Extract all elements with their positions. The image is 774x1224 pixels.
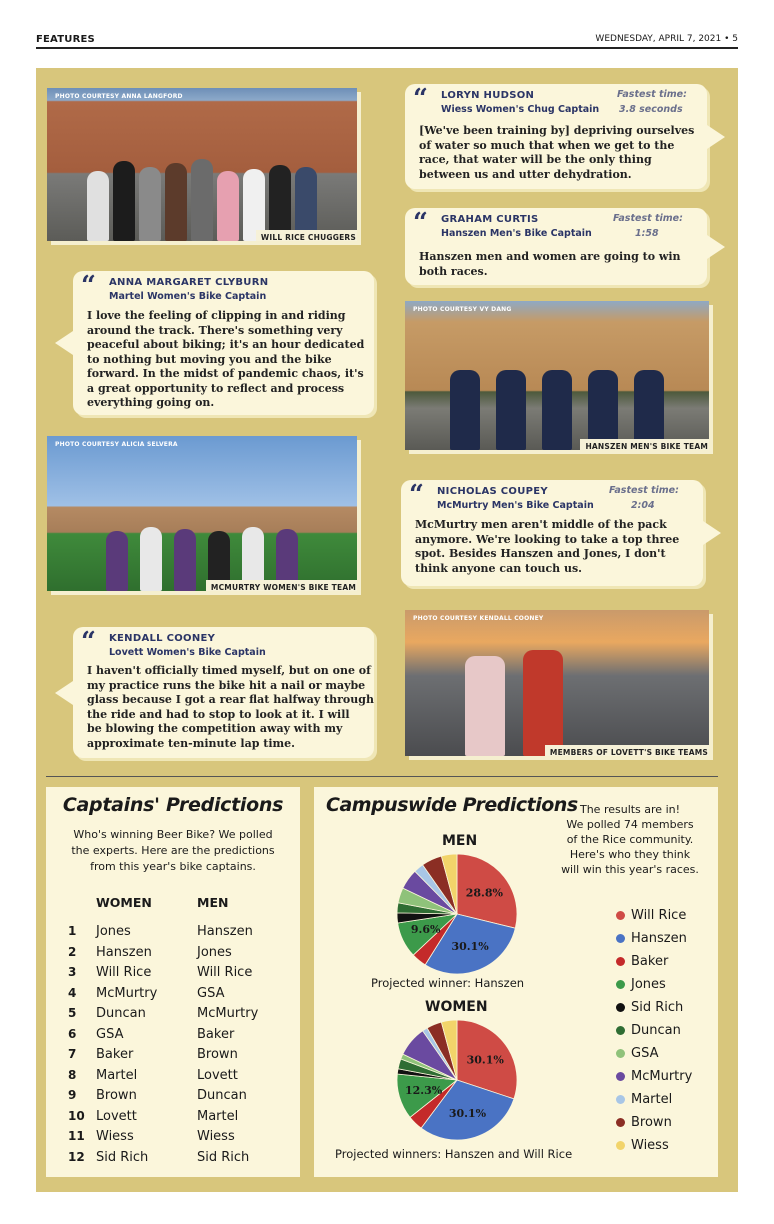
legend-swatch <box>616 1118 625 1127</box>
men-prediction: Wiess <box>197 1129 235 1144</box>
legend-swatch <box>616 980 625 989</box>
legend-label: Hanszen <box>631 931 687 946</box>
legend-swatch <box>616 957 625 966</box>
quote-role: Wiess Women's Chug Captain <box>441 104 600 115</box>
quote-text: [We've been training by] depriving ourselves of water so much that when we get to the race, that water will be the only thing between us and utter dehydration. <box>419 124 695 181</box>
photo-caption: HANSZEN MEN'S BIKE TEAM <box>580 439 709 450</box>
rank-number: 12 <box>68 1149 85 1164</box>
men-prediction: Lovett <box>197 1067 238 1083</box>
legend-label: Wiess <box>631 1138 669 1153</box>
campus-note: The results are in! We polled 74 members of the Rice community. Here's who they think will win this year's races. <box>561 803 699 876</box>
women-pie-label: WOMEN <box>425 999 488 1015</box>
legend-swatch <box>616 1141 625 1150</box>
legend-entry <box>616 996 716 1019</box>
women-prediction: Will Rice <box>96 965 152 980</box>
quote-text: McMurtry men aren't middle of the pack anymore. We're looking to take a top three spot. Besides Hanszen and Jones, I don't think anyone can touch us. <box>415 518 680 575</box>
legend-entry <box>616 1134 716 1157</box>
quote-name: KENDALL COONEY <box>109 633 216 644</box>
fastest-time-value: 2:04 <box>631 500 655 511</box>
legend-entry <box>616 904 716 927</box>
quote-bubble-nicholas-coupey <box>401 480 703 586</box>
legend-swatch <box>616 911 625 920</box>
fastest-time-value: 1:58 <box>635 228 659 239</box>
rank-number: 11 <box>68 1129 85 1143</box>
photo-credit: PHOTO COURTESY KENDALL COONEY <box>413 615 544 622</box>
men-prediction: Will Rice <box>197 965 253 980</box>
legend-label: Martel <box>631 1092 673 1107</box>
quote-role: McMurtry Men's Bike Captain <box>437 500 594 511</box>
pie-legend <box>616 904 716 1157</box>
women-prediction: McMurtry <box>96 985 158 1001</box>
quote-role: Martel Women's Bike Captain <box>109 291 267 302</box>
captains-intro: Who's winning Beer Bike? We polled the experts. Here are the predictions from this year's bike captains. <box>71 828 275 873</box>
women-column-header: WOMEN <box>96 895 152 910</box>
photo-figures <box>405 364 709 450</box>
photo-credit: PHOTO COURTESY VY DANG <box>413 306 512 313</box>
legend-entry <box>616 1042 716 1065</box>
women-prediction: GSA <box>96 1026 124 1042</box>
women-prediction: Lovett <box>96 1108 137 1124</box>
issue-date: WEDNESDAY, APRIL 7, 2021 • 5 <box>595 34 738 44</box>
men-prediction: Hanszen <box>197 924 253 939</box>
women-prediction: Wiess <box>96 1129 134 1144</box>
photo-credit: PHOTO COURTESY ANNA LANGFORD <box>55 93 183 100</box>
men-prediction: Martel <box>197 1108 239 1124</box>
legend-entry <box>616 950 716 973</box>
quote-name: ANNA MARGARET CLYBURN <box>109 277 269 288</box>
section-divider <box>46 776 718 777</box>
photo-figures <box>405 639 709 756</box>
rank-number: 1 <box>68 924 77 938</box>
photo-will-rice-chuggers <box>47 88 357 241</box>
header-rule <box>36 47 738 49</box>
pie-data-label: 28.8% <box>465 886 503 900</box>
rank-number: 6 <box>68 1026 77 1041</box>
quote-bubble-kendall-cooney <box>73 627 374 758</box>
campus-title: Campuswide Predictions <box>326 794 578 816</box>
legend-entry <box>616 1019 716 1042</box>
legend-label: Sid Rich <box>631 1000 684 1015</box>
captains-predictions-box <box>46 787 300 1177</box>
pie-data-label: 30.1% <box>466 1053 504 1067</box>
legend-swatch <box>616 1026 625 1035</box>
rank-number: 3 <box>68 965 77 979</box>
men-column-header: MEN <box>197 895 229 910</box>
men-prediction: Jones <box>197 944 232 960</box>
legend-entry <box>616 1111 716 1134</box>
men-prediction: Sid Rich <box>197 1149 250 1165</box>
legend-entry <box>616 1065 716 1088</box>
photo-caption: MEMBERS OF LOVETT'S BIKE TEAMS <box>545 745 709 756</box>
pie-data-label: 12.3% <box>404 1083 443 1097</box>
captains-title: Captains' Predictions <box>62 794 284 816</box>
men-prediction: GSA <box>197 985 225 1001</box>
rank-number: 4 <box>68 985 77 1000</box>
quote-bubble-graham-curtis <box>405 208 707 285</box>
quote-text: I love the feeling of clipping in and riding around the track. There's something very peaceful about biking; it's an hour dedicated to nothing but moving you and the bike forward. In the midst of pandemic chaos, it's a great opportunity to reflect and process everything going on. <box>87 309 365 409</box>
rank-number: 5 <box>68 1006 77 1020</box>
women-prediction: Martel <box>96 1067 138 1083</box>
quote-bubble-loryn-hudson <box>405 84 707 189</box>
legend-label: McMurtry <box>631 1069 693 1084</box>
legend-label: Baker <box>631 954 669 969</box>
quote-name: GRAHAM CURTIS <box>441 214 539 225</box>
photo-mcmurtry-womens-bike-team <box>47 436 357 591</box>
men-pie-label: MEN <box>442 833 478 849</box>
women-prediction: Jones <box>96 924 131 939</box>
fastest-time-value: 3.8 seconds <box>619 104 683 115</box>
women-prediction: Sid Rich <box>96 1149 149 1165</box>
rank-number: 10 <box>68 1108 85 1123</box>
pie-data-label: 30.1% <box>448 1107 487 1121</box>
men-projected-winner: Projected winner: Hanszen <box>371 976 525 990</box>
men-pie-chart <box>392 849 522 979</box>
quote-role: Lovett Women's Bike Captain <box>109 647 266 658</box>
quote-name: LORYN HUDSON <box>441 90 535 101</box>
rank-number: 7 <box>68 1047 77 1061</box>
legend-label: GSA <box>631 1046 659 1061</box>
photo-caption: MCMURTRY WOMEN'S BIKE TEAM <box>206 580 357 591</box>
legend-label: Duncan <box>631 1023 681 1038</box>
legend-entry <box>616 1088 716 1111</box>
legend-label: Will Rice <box>631 908 687 923</box>
quote-mark-icon: “ <box>413 84 428 114</box>
quote-text: I haven't officially timed myself, but on one of my practice runs the bike hit a nail or maybe glass because I got a rear flat halfway through the ride and had to stop to look at it. I will be blowing the competition away with my approximate ten-minute lap time. <box>87 664 374 750</box>
quote-mark-icon: “ <box>409 480 424 510</box>
fastest-time-label: Fastest time: <box>609 485 679 496</box>
men-prediction: Brown <box>197 1047 238 1062</box>
quote-bubble-anna-margaret-clyburn <box>73 271 374 415</box>
women-pie-chart <box>392 1015 522 1145</box>
fastest-time-label: Fastest time: <box>617 89 687 100</box>
rank-number: 9 <box>68 1088 77 1102</box>
quote-mark-icon: “ <box>413 208 428 238</box>
fastest-time-label: Fastest time: <box>613 213 683 224</box>
women-prediction: Duncan <box>96 1006 146 1021</box>
photo-caption: WILL RICE CHUGGERS <box>256 230 357 241</box>
photo-hanszen-mens-bike-team <box>405 301 709 450</box>
photo-credit: PHOTO COURTESY ALICIA SELVERA <box>55 441 178 448</box>
men-prediction: Duncan <box>197 1088 247 1103</box>
men-prediction: McMurtry <box>197 1006 259 1021</box>
legend-swatch <box>616 1072 625 1081</box>
quote-role: Hanszen Men's Bike Captain <box>441 228 592 239</box>
campuswide-predictions-box <box>314 787 718 1177</box>
photo-figures <box>47 506 357 591</box>
legend-entry <box>616 927 716 950</box>
women-projected-winners: Projected winners: Hanszen and Will Rice <box>335 1147 573 1161</box>
pie-data-label: 30.1% <box>451 940 489 954</box>
legend-swatch <box>616 1095 625 1104</box>
legend-label: Jones <box>631 977 666 992</box>
women-prediction: Baker <box>96 1047 134 1062</box>
quote-mark-icon: “ <box>81 627 96 657</box>
legend-entry <box>616 973 716 996</box>
legend-label: Brown <box>631 1115 672 1130</box>
men-prediction: Baker <box>197 1026 235 1042</box>
quote-name: NICHOLAS COUPEY <box>437 486 548 497</box>
women-prediction: Brown <box>96 1088 137 1103</box>
page-header <box>36 34 738 50</box>
quote-mark-icon: “ <box>81 271 96 301</box>
legend-swatch <box>616 1049 625 1058</box>
photo-figures <box>47 149 357 241</box>
section-name: FEATURES <box>36 34 95 45</box>
legend-swatch <box>616 934 625 943</box>
legend-swatch <box>616 1003 625 1012</box>
rank-number: 8 <box>68 1067 77 1082</box>
photo-lovett-bike-teams <box>405 610 709 756</box>
quote-text: Hanszen men and women are going to win both races. <box>419 250 681 278</box>
women-prediction: Hanszen <box>96 944 152 960</box>
pie-data-label: 9.6% <box>410 923 441 937</box>
rank-number: 2 <box>68 944 77 959</box>
